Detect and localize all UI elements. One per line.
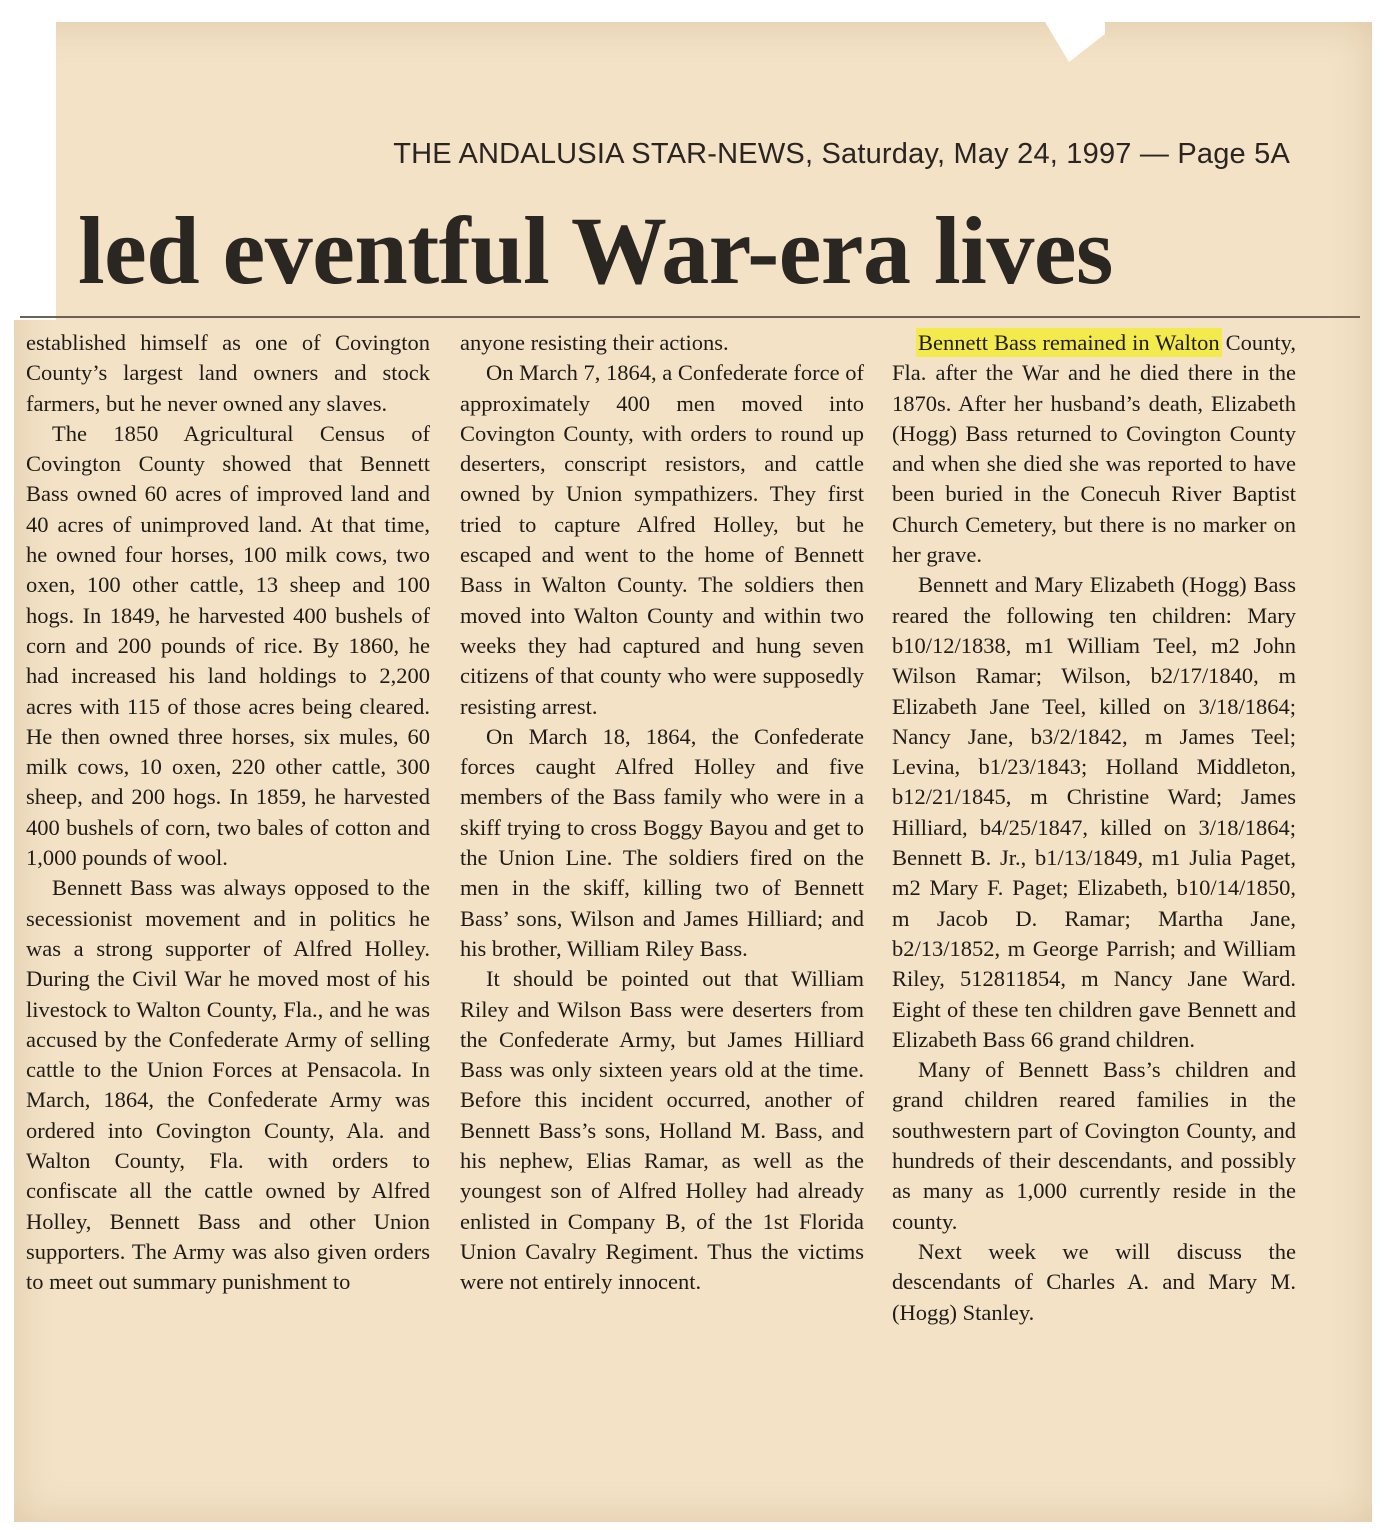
paragraph: anyone resisting their actions. <box>460 330 729 355</box>
paragraph: Many of Bennett Bass’s children and grand children reared families in the southwestern part of Covington County, and hundreds of their descendants, and possibly as many as 1,000 currently reside in the county. <box>892 1057 1296 1234</box>
paragraph: Bennett and Mary Elizabeth (Hogg) Bass reared the following ten children: Mary b10/12/1838, m1 William Teel, m2 John Wilson Ramar; Wilson, b2/17/1840, m Elizabeth Jane Teel, killed on 3/18/1864; Nancy Jane, b3/2/1842, m James Teel; Levina, b1/23/1843; Holland Middleton, b12/21/1845, m Christine Ward; James Hilliard, b4/25/1847, killed on 3/18/1864; Bennett B. Jr., b1/13/1849, m1 Julia Paget, m2 Mary F. Paget; Elizabeth, b10/14/1850, m Jacob D. Ramar; Martha Jane, b2/13/1852, m George Parrish; and William Riley, 512811854, m Nancy Jane Ward. Eight of these ten children gave Bennett and Elizabeth Bass 66 grand children. <box>892 572 1296 1052</box>
masthead-dateline: THE ANDALUSIA STAR-NEWS, Saturday, May 24, 1997 — Page 5A <box>393 138 1290 170</box>
paragraph: established himself as one of Covington County’s largest land owners and stock farmers, but he never owned any slaves. <box>26 330 430 416</box>
paragraph: On March 7, 1864, a Confederate force of approximately 400 men moved into Covington County, with orders to round up deserters, conscript resistors, and cattle owned by Union sympathizers. They first tried to capture Alfred Holley, but he escaped and went to the home of Bennett Bass in Walton County. The soldiers then moved into Walton County and within two weeks they had captured and hung seven citizens of that county who were supposedly resisting arrest. <box>460 360 864 719</box>
article-column-3 <box>892 328 1296 1328</box>
clipping-cut-edge <box>14 22 56 320</box>
paragraph: Next week we will discuss the descendants of Charles A. and Mary M. (Hogg) Stanley. <box>892 1238 1296 1325</box>
paragraph <box>892 328 1296 570</box>
highlighted-text: Bennett Bass remained in Walton <box>918 330 1220 355</box>
paragraph: Bennett Bass was always opposed to the secessionist movement and in politics he was a strong supporter of Alfred Holley. During the Civil War he moved most of his livestock to Walton County, Fla., and he was accused by the Confederate Army of selling cattle to the Union Forces at Pensacola. In March, 1864, the Confederate Army was ordered into Covington County, Ala. and Walton County, Fla. with orders to confiscate all the cattle owned by Alfred Holley, Bennett Bass and other Union supporters. The Army was also given orders to meet out summary punishment to <box>26 875 430 1295</box>
paragraph: It should be pointed out that William Riley and Wilson Bass were deserters from the Confederate Army, but James Hilliard Bass was only sixteen years old at the time. Before this incident occurred, another of Bennett Bass’s sons, Holland M. Bass, and his nephew, Elias Ramar, as well as the youngest son of Alfred Holley had already enlisted in Company B, of the 1st Florida Union Cavalry Regiment. Thus the victims were not entirely innocent. <box>460 966 864 1295</box>
paragraph: On March 18, 1864, the Confederate forces caught Alfred Holley and five members of the Bass family who were in a skiff trying to cross Boggy Bayou and get to the Union Line. The soldiers fired on the men in the skiff, killing two of Bennett Bass’ sons, Wilson and James Hilliard; and his brother, William Riley Bass. <box>460 723 864 961</box>
article-headline: led eventful War-era lives <box>78 197 1113 304</box>
article-column-1 <box>26 328 430 1298</box>
paragraph-rest: County, Fla. after the War and he died there in the 1870s. After her husband’s death, Elizabeth (Hogg) Bass returned to Covington County and when she died she was reported to have been buried in the Conecuh River Baptist Church Cemetery, but there is no marker on her grave. <box>892 330 1296 568</box>
article-column-2 <box>460 328 864 1298</box>
headline-rule <box>20 316 1360 318</box>
paragraph: The 1850 Agricultural Census of Covington County showed that Bennett Bass owned 60 acres of improved land and 40 acres of unimproved land. At that time, he owned four horses, 100 milk cows, two oxen, 100 other cattle, 13 sheep and 100 hogs. In 1849, he harvested 400 bushels of corn and 200 pounds of rice. By 1860, he had increased his land holdings to 2,200 acres with 115 of those acres being cleared. He then owned three horses, six mules, 60 milk cows, 10 oxen, 220 other cattle, 300 sheep, and 200 hogs. In 1859, he harvested 400 bushels of corn, two bales of cotton and 1,000 pounds of wool. <box>26 420 430 871</box>
